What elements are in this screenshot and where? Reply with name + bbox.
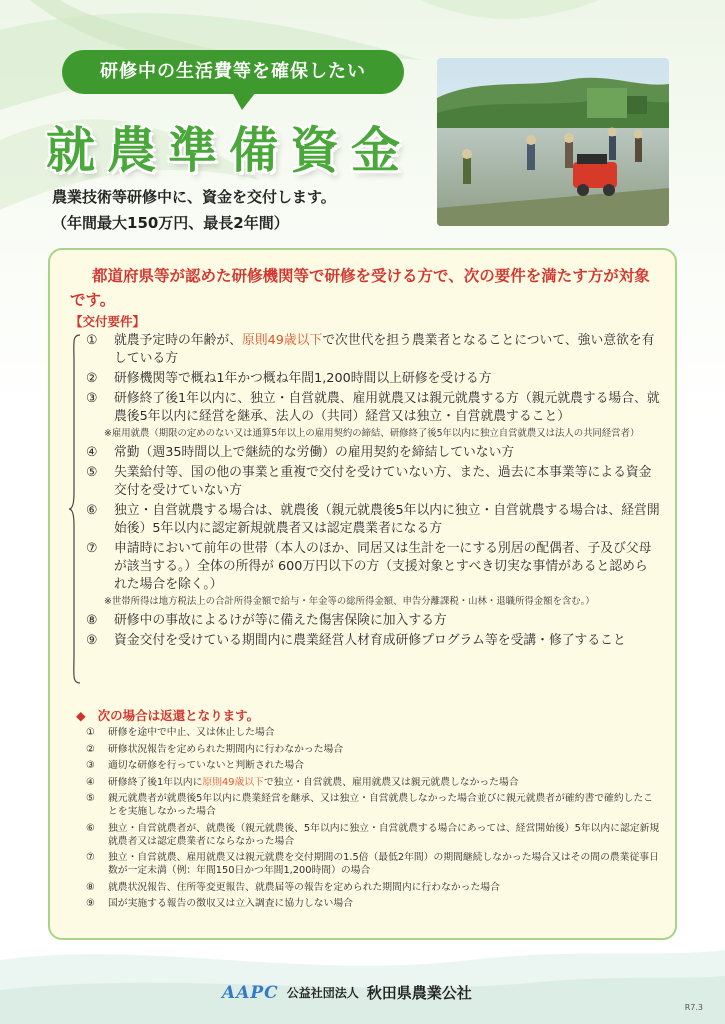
return-item <box>86 792 662 818</box>
return-conditions-list <box>86 726 662 914</box>
return-text: 親元就農者が就農後5年以内に農業経営を継承、又は独立・自営就農しなかった場合並びに親元就農者が確約書で確約したことを実施しなかった場合 <box>108 793 654 817</box>
requirement-note: ※世帯所得は地方税法上の合計所得金額で給与・年金等の総所得金額、申告分離課税・山林・退職所得金額を含む。） <box>104 596 595 607</box>
return-text: 研修終了後1年以内に <box>108 776 203 788</box>
return-number: ⑦ <box>86 852 95 863</box>
return-number: ③ <box>86 760 95 771</box>
return-heading-text: 次の場合は返還となります。 <box>97 708 260 723</box>
requirement-number: ③ <box>86 391 98 406</box>
return-item <box>86 851 662 877</box>
return-item <box>86 743 662 756</box>
diamond-bullet-icon: ◆ <box>76 708 86 723</box>
requirements-label: 【交付要件】 <box>70 314 146 329</box>
requirement-number: ⑤ <box>86 465 98 480</box>
requirement-item <box>86 502 660 538</box>
page-title: 就農準備資金 <box>46 122 413 179</box>
requirement-number: ⑧ <box>86 613 98 628</box>
panel-heading: 都道府県等が認めた研修機関等で研修を受ける方で、次の要件を満たす方が対象です。 <box>70 267 650 309</box>
return-text: 独立・自営就農者が、就農後（親元就農後、5年以内に独立・自営就農する場合にあっては、経営開始後）5年以内に認定新規就農者又は認定農業者にならなかった場合 <box>108 822 660 847</box>
footer-org <box>222 982 472 1003</box>
requirement-item <box>86 390 660 426</box>
requirement-number: ① <box>86 333 98 348</box>
requirement-number: ② <box>86 371 98 386</box>
requirement-text: 独立・自営就農する場合は、就農後（親元就農後5年以内に独立・自営就農する場合は、経営開始後）5年以内に認定新規就農者又は認定農業者になる方 <box>114 503 660 536</box>
header-bubble: 研修中の生活費等を確保したい <box>62 50 404 94</box>
requirement-number: ⑨ <box>86 633 98 648</box>
subtitle-line-1: 農業技術等研修中に、資金を交付します。 <box>52 188 336 206</box>
return-item <box>86 759 662 772</box>
return-highlight: 原則49歳以下 <box>202 776 264 788</box>
subtitle-line-2: （年間最大150万円、最長2年間） <box>52 214 289 232</box>
return-text: 研修を途中で中止、又は休止した場合 <box>108 727 275 738</box>
return-item <box>86 822 662 848</box>
requirement-item <box>86 612 660 630</box>
return-number: ② <box>86 743 95 755</box>
return-number: ⑤ <box>86 793 95 804</box>
return-number: ① <box>86 727 95 738</box>
return-text: 就農状況報告、住所等変更報告、就農届等の報告を定められた期間内に行わなかった場合 <box>108 881 500 893</box>
aapc-logo: AAPC <box>222 982 279 1003</box>
org-name: 秋田県農業公社 <box>366 984 472 1002</box>
requirement-number: ⑦ <box>86 541 98 556</box>
rice-field-photo <box>437 58 669 226</box>
requirement-text: 申請時において前年の世帯（本人のほか、同居又は生計を一にする別居の配偶者、子及び父母が該当する。）全体の所得が 600万円以下の方（支援対象とすべき切実な事情があると認められた場合を除く。） <box>114 541 652 592</box>
return-heading <box>76 706 259 724</box>
return-text: 国が実施する報告の徴収又は立入調査に協力しない場合 <box>108 898 353 909</box>
return-number: ⑨ <box>86 898 95 909</box>
return-number: ⑥ <box>86 822 95 834</box>
requirement-text: 就農予定時の年齢が、 <box>114 333 242 348</box>
requirement-number: ④ <box>86 445 98 460</box>
return-item <box>86 776 662 789</box>
requirement-item <box>86 332 660 368</box>
version-label: R7.3 <box>684 1003 703 1012</box>
requirement-item <box>86 632 660 650</box>
requirement-item <box>86 464 660 500</box>
requirement-text: 研修機関等で概ね1年かつ概ね年間1,200時間以上研修を受ける方 <box>114 371 492 386</box>
requirements-list <box>86 332 660 652</box>
bubble-tail <box>232 92 256 110</box>
return-text: 研修状況報告を定められた期間内に行わなかった場合 <box>108 743 344 755</box>
return-number: ④ <box>86 776 95 788</box>
return-text: 適切な研修を行っていないと判断された場合 <box>108 760 304 771</box>
requirement-item <box>86 370 660 388</box>
requirement-text-cont: で次世代を担う農業者となることについて、強い意欲を有している方 <box>114 333 655 366</box>
return-number: ⑧ <box>86 881 95 893</box>
brace-icon <box>68 333 82 685</box>
org-type: 公益社団法人 <box>286 986 359 1000</box>
requirement-item <box>86 444 660 462</box>
return-item <box>86 726 662 739</box>
return-item <box>86 881 662 894</box>
requirement-number: ⑥ <box>86 503 98 518</box>
requirement-text: 常勤（週35時間以上で継続的な労働）の雇用契約を締結していない方 <box>114 445 515 460</box>
requirement-text: 研修中の事故によるけが等に備えた傷害保険に加入する方 <box>114 613 447 628</box>
return-item <box>86 897 662 910</box>
requirement-text: 失業給付等、国の他の事業と重複で交付を受けていない方、また、過去に本事業等による資金交付を受けていない方 <box>114 465 652 498</box>
footer-wave <box>0 930 725 1024</box>
return-text-cont: で独立・自営就農、雇用就農又は親元就農しなかった場合 <box>263 776 519 788</box>
return-text: 独立・自営就農、雇用就農又は親元就農を交付期間の1.5倍（最低2年間）の期間継続しなかった場合又はその間の農業従事日数が一定未満（例：年間150日かつ年間1,200時間）の場合 <box>108 852 659 876</box>
requirement-note: ※雇用就農（期限の定めのない又は通算5年以上の雇用契約の締結、研修終了後5年以内に独立自営就農又は法人の共同経営者） <box>104 428 640 439</box>
requirement-text: 研修終了後1年以内に、独立・自営就農、雇用就農又は親元就農する方（親元就農する場合、就農後5年以内に経営を継承、法人の（共同）経営又は独立・自営就農すること） <box>114 391 660 424</box>
requirement-item <box>86 540 660 594</box>
requirement-highlight: 原則49歳以下 <box>241 333 323 348</box>
requirement-text: 資金交付を受けている期間内に農業経営人材育成研修プログラム等を受講・修了すること <box>114 633 626 648</box>
